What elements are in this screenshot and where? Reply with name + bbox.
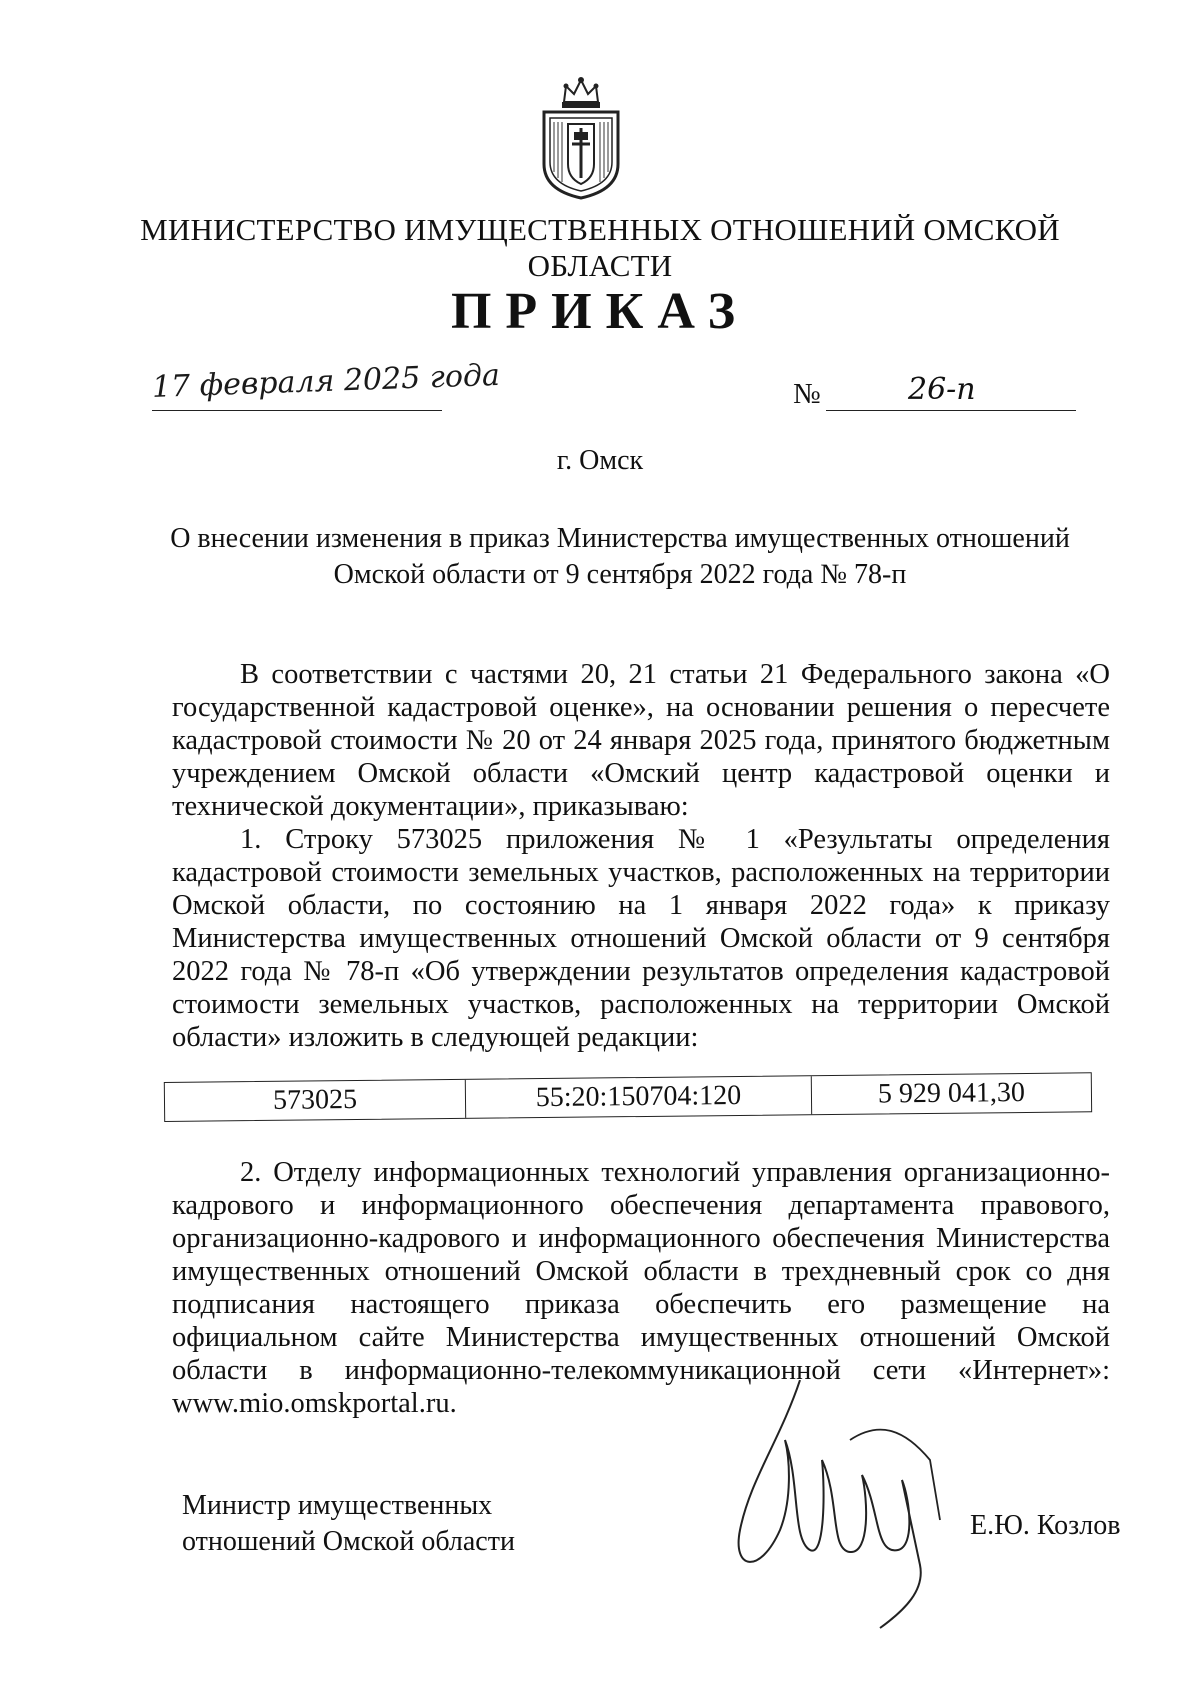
body-section-2 bbox=[172, 1156, 1110, 1420]
number-underline bbox=[826, 410, 1076, 411]
order-subject bbox=[150, 521, 1090, 593]
preamble-paragraph: В соответствии с частями 20, 21 статьи 21 Федерального закона «О государственной кадастровой оценке», на основании решения о пересчете кадастровой стоимости № 20 от 24 января 2025 года, принятого бюджетным учреждением Омской области «Омский центр кадастровой оценки и технической документации», приказываю: bbox=[172, 659, 1110, 822]
document-type-title: ПРИКАЗ bbox=[450, 283, 750, 340]
order-number: 26-п bbox=[908, 372, 976, 407]
table-cell-cadastral-value: 5 929 041,30 bbox=[877, 1076, 1026, 1110]
signatory-position-line-2: отношений Омской области bbox=[182, 1526, 515, 1557]
body-section-1 bbox=[172, 658, 1110, 1054]
signatory-position bbox=[182, 1488, 515, 1560]
signatory-name: Е.Ю. Козлов bbox=[970, 1510, 1121, 1541]
city: г. Омск bbox=[556, 445, 644, 476]
ministry-name: МИНИСТЕРСТВО ИМУЩЕСТВЕННЫХ ОТНОШЕНИЙ ОМСКОЙ ОБЛАСТИ bbox=[140, 212, 1060, 283]
cadastral-value-table-row bbox=[164, 1072, 1092, 1122]
item-1-paragraph: 1. Строку 573025 приложения № 1 «Результаты определения кадастровой стоимости земельных участков, расположенных на территории Омской области, по состоянию на 1 января 2022 года» к приказу Министерства имущественных отношений Омской области от 9 сентября 2022 года № 78-п «Об утверждении результатов определения кадастровой стоимости земельных участков, расположенных на территории Омской области» изложить в следующей редакции: bbox=[172, 824, 1110, 1053]
subject-line-1: О внесении изменения в приказ Министерства имущественных отношений bbox=[170, 523, 1070, 554]
order-number-label: № bbox=[793, 378, 821, 410]
table-cell-row-number: 573025 bbox=[165, 1080, 466, 1121]
item-2-paragraph: 2. Отделу информационных технологий управления организационно-кадрового и информационного обеспечения департамента правового, организационно-кадрового и информационного обеспечения Министерства имущественных отношений Омской области в трехдневный срок со дня подписания настоящего приказа обеспечить его размещение на официальном сайте Министерства имущественных отношений Омской области в информационно-телекоммуникационной сети «Интернет»: www.mio.omskportal.ru. bbox=[172, 1157, 1110, 1419]
table-cell-cadastral-number: 55:20:150704:120 bbox=[466, 1076, 812, 1118]
coat-of-arms-icon bbox=[536, 72, 626, 202]
handwritten-signature bbox=[730, 1380, 950, 1630]
signatory-position-line-1: Министр имущественных bbox=[182, 1490, 493, 1521]
order-date: 17 февраля 2025 года bbox=[151, 357, 501, 405]
date-underline bbox=[152, 410, 442, 411]
subject-line-2: Омской области от 9 сентября 2022 года № 78-п bbox=[333, 559, 907, 590]
